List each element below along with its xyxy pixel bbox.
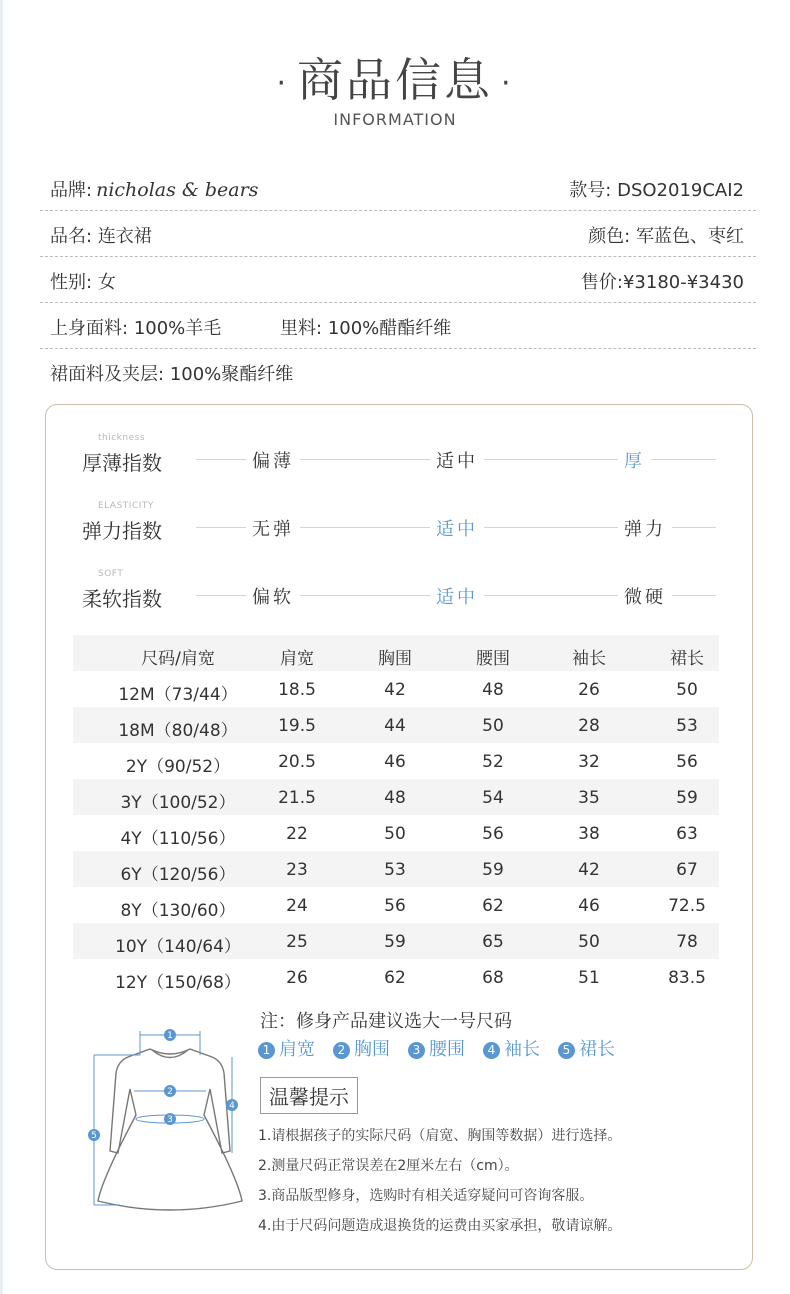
index-option: 适中 <box>430 515 484 541</box>
tip-item-2: 2.测量尺码正常误差在2厘米左右（cm）。 <box>258 1158 519 1174</box>
table-cell: 52 <box>482 752 504 772</box>
table-cell: 51 <box>578 968 600 988</box>
table-header-cell: 肩宽 <box>280 649 314 669</box>
page-edge-line <box>0 0 3 1294</box>
table-header-cell: 胸围 <box>378 649 412 669</box>
tips-title: 温馨提示 <box>260 1077 358 1114</box>
upper-fabric-label: 上身面料: <box>50 318 129 339</box>
legend-label: 胸围 <box>354 1039 390 1060</box>
table-cell: 44 <box>384 716 406 736</box>
table-cell: 50 <box>482 716 504 736</box>
brand-value: nicholas & bears <box>96 179 259 201</box>
index-option: 厚 <box>618 447 651 473</box>
table-cell: 48 <box>384 788 406 808</box>
table-cell: 4Y（110/56） <box>120 829 236 849</box>
color-value: 军蓝色、枣红 <box>636 226 744 247</box>
skirt-fabric-label: 裙面料及夹层: <box>50 364 165 385</box>
table-cell: 56 <box>676 752 698 772</box>
table-header-cell: 尺码/肩宽 <box>141 649 215 669</box>
table-row <box>73 923 719 959</box>
table-cell: 6Y（120/56） <box>120 865 236 885</box>
page-subtitle: INFORMATION <box>333 110 457 129</box>
upper-fabric-value: 100%羊毛 <box>133 318 222 339</box>
index-option: 适中 <box>430 447 484 473</box>
table-cell: 35 <box>578 788 600 808</box>
style-label: 款号: <box>569 180 612 201</box>
table-cell: 46 <box>578 896 600 916</box>
info-row-fabric <box>40 302 756 349</box>
index-row <box>46 501 752 561</box>
color-label: 颜色: <box>588 226 631 247</box>
table-cell: 23 <box>286 860 308 880</box>
table-cell: 56 <box>384 896 406 916</box>
legend-item <box>558 1039 615 1060</box>
legend-label: 裙长 <box>579 1039 615 1060</box>
table-cell: 28 <box>578 716 600 736</box>
index-option: 偏软 <box>246 583 300 609</box>
table-cell: 19.5 <box>278 716 316 736</box>
legend-label: 袖长 <box>504 1039 540 1060</box>
legend-item <box>333 1039 390 1060</box>
table-cell: 53 <box>384 860 406 880</box>
name-label: 品名: <box>50 226 93 247</box>
table-header-cell: 腰围 <box>476 649 510 669</box>
tip-item-3: 3.商品版型修身，选购时有相关适穿疑问可咨询客服。 <box>258 1188 594 1204</box>
fit-note: 注：修身产品建议选大一号尺码 <box>260 1011 512 1032</box>
info-row-name <box>40 210 756 257</box>
table-cell: 62 <box>384 968 406 988</box>
title-text: 商品信息 <box>297 53 493 107</box>
table-cell: 56 <box>482 824 504 844</box>
table-row <box>73 779 719 815</box>
table-header-row <box>73 635 719 671</box>
table-cell: 25 <box>286 932 308 952</box>
diagram-num-3: 3 <box>167 1115 173 1125</box>
table-cell: 12M（73/44） <box>118 685 238 705</box>
measurement-legend <box>258 1035 633 1061</box>
table-cell: 18M（80/48） <box>118 721 238 741</box>
tip-item-1: 1.请根据孩子的实际尺码（肩宽、胸围等数据）进行选择。 <box>258 1128 622 1144</box>
table-cell: 32 <box>578 752 600 772</box>
index-option: 偏薄 <box>246 447 300 473</box>
table-row <box>73 815 719 851</box>
price-value: ¥3180-¥3430 <box>622 272 744 293</box>
table-cell: 38 <box>578 824 600 844</box>
table-cell: 48 <box>482 680 504 700</box>
price-label: 售价: <box>580 272 623 293</box>
size-panel <box>45 404 753 1270</box>
table-cell: 42 <box>384 680 406 700</box>
table-cell: 67 <box>676 860 698 880</box>
index-english-label: SOFT <box>98 569 124 579</box>
index-option: 微硬 <box>618 583 672 609</box>
table-cell: 54 <box>482 788 504 808</box>
index-name: 弹力指数 <box>82 519 162 543</box>
table-cell: 83.5 <box>668 968 706 988</box>
table-row <box>73 743 719 779</box>
index-english-label: thickness <box>98 433 146 443</box>
table-cell: 59 <box>482 860 504 880</box>
table-cell: 53 <box>676 716 698 736</box>
table-cell: 68 <box>482 968 504 988</box>
table-cell: 10Y（140/64） <box>115 937 241 957</box>
title-dot-right: · <box>501 65 514 101</box>
name-value: 连衣裙 <box>97 226 152 247</box>
index-row <box>46 433 752 493</box>
index-row <box>46 569 752 629</box>
table-cell: 42 <box>578 860 600 880</box>
table-cell: 50 <box>578 932 600 952</box>
index-option: 无弹 <box>246 515 300 541</box>
legend-item <box>483 1039 540 1060</box>
lining-label: 里料: <box>280 318 323 339</box>
legend-number-icon: 1 <box>258 1042 275 1059</box>
table-cell: 59 <box>676 788 698 808</box>
diagram-num-5: 5 <box>91 1131 97 1141</box>
info-row-skirt <box>40 348 756 394</box>
table-cell: 50 <box>384 824 406 844</box>
index-name: 柔软指数 <box>82 587 162 611</box>
index-english-label: ELASTICITY <box>98 501 154 511</box>
page-title <box>0 52 790 112</box>
legend-item <box>408 1039 465 1060</box>
table-cell: 63 <box>676 824 698 844</box>
diagram-num-2: 2 <box>167 1087 173 1097</box>
table-cell: 3Y（100/52） <box>120 793 236 813</box>
legend-label: 腰围 <box>429 1039 465 1060</box>
table-cell: 12Y（150/68） <box>115 973 241 993</box>
legend-label: 肩宽 <box>279 1039 315 1060</box>
legend-number-icon: 3 <box>408 1042 425 1059</box>
tip-item-4: 4.由于尺码问题造成退换货的运费由买家承担，敬请谅解。 <box>258 1218 622 1234</box>
table-cell: 62 <box>482 896 504 916</box>
table-header-cell: 袖长 <box>572 649 606 669</box>
table-cell: 21.5 <box>278 788 316 808</box>
legend-number-icon: 2 <box>333 1042 350 1059</box>
table-cell: 18.5 <box>278 680 316 700</box>
index-option: 适中 <box>430 583 484 609</box>
table-header-cell: 裙长 <box>670 649 704 669</box>
legend-item <box>258 1039 315 1060</box>
table-cell: 46 <box>384 752 406 772</box>
diagram-num-1: 1 <box>167 1031 173 1041</box>
table-cell: 65 <box>482 932 504 952</box>
gender-value: 女 <box>97 272 116 293</box>
table-row <box>73 887 719 923</box>
table-row <box>73 671 719 707</box>
table-cell: 26 <box>578 680 600 700</box>
title-dot-left: · <box>276 65 289 101</box>
table-row <box>73 851 719 887</box>
info-row-brand <box>40 164 756 211</box>
style-value: DSO2019CAI2 <box>617 180 744 201</box>
table-cell: 72.5 <box>668 896 706 916</box>
table-cell: 24 <box>286 896 308 916</box>
table-cell: 2Y（90/52） <box>125 757 231 777</box>
dress-diagram-icon <box>80 1027 260 1227</box>
size-table <box>73 635 719 995</box>
table-cell: 50 <box>676 680 698 700</box>
index-name: 厚薄指数 <box>82 451 162 475</box>
diagram-num-4: 4 <box>229 1101 235 1111</box>
info-row-gender <box>40 256 756 303</box>
table-cell: 8Y（130/60） <box>120 901 236 921</box>
gender-label: 性别: <box>50 272 93 293</box>
lining-value: 100%醋酯纤维 <box>327 318 452 339</box>
legend-number-icon: 5 <box>558 1042 575 1059</box>
skirt-fabric-value: 100%聚酯纤维 <box>169 364 294 385</box>
index-option: 弹力 <box>618 515 672 541</box>
brand-label: 品牌: <box>50 180 93 201</box>
legend-number-icon: 4 <box>483 1042 500 1059</box>
table-cell: 22 <box>286 824 308 844</box>
table-cell: 20.5 <box>278 752 316 772</box>
table-row <box>73 959 719 995</box>
table-cell: 59 <box>384 932 406 952</box>
table-cell: 26 <box>286 968 308 988</box>
table-cell: 78 <box>676 932 698 952</box>
table-row <box>73 707 719 743</box>
